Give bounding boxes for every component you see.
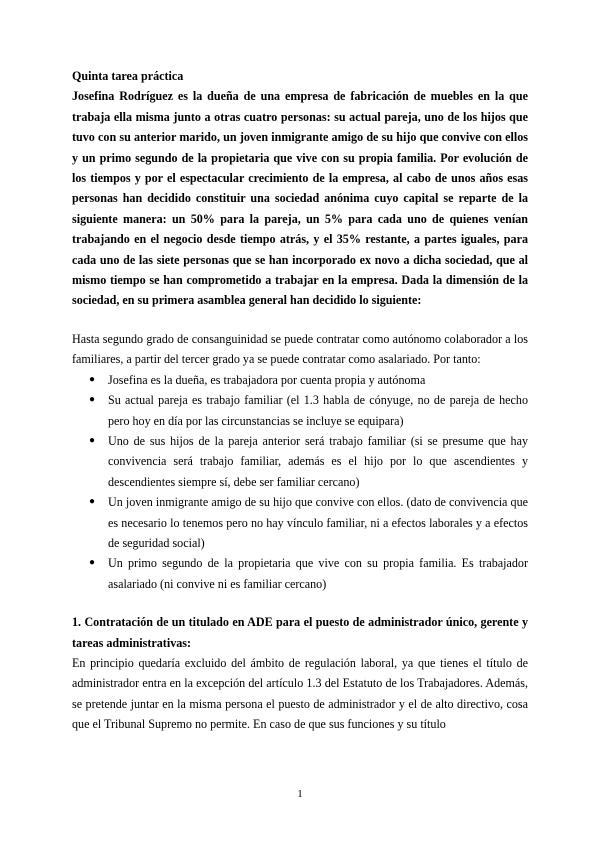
list-item-text: Su actual pareja es trabajo familiar (el 1.3 habla de cónyuge, no de pareja de hecho pero hoy en día por las circunstancias se incluye se equipara) — [108, 393, 528, 428]
document-title: Quinta tarea práctica — [72, 69, 184, 83]
case-statement: Josefina Rodríguez es la dueña de una empresa de fabricación de muebles en la que trabaja ella misma junto a otras cuatro personas: su actual pareja, uno de los hijos que tuvo con su anterior marido, un joven inmigrante amigo de su hijo que convive con ellos y un primo segundo de la propietaria que vive con su propia familia. Por evolución de los tiempos y por el espectacular crecimiento de la empresa, al cabo de unos años esas personas han decidido constituir una sociedad anónima cuyo capital se reparte de la siguiente manera: un 50% para la pareja, un 5% para cada uno de quienes venían trabajando en el negocio desde tiempo atrás, y el 35% restante, a partes iguales, para cada uno de las siete personas que se han incorporado ex novo a dicha sociedad, que al mismo tiempo se han comprometido a trabajar en la empresa. Dada la dimensión de la sociedad, en su primera asamblea general han decidido lo siguiente: — [72, 89, 528, 308]
worker-list — [72, 370, 528, 594]
spacer — [72, 594, 528, 612]
list-item-text: Un primo segundo de la propietaria que vive con su propia familia. Es trabajador asalariado (ni convive ni es familiar cercano) — [108, 556, 528, 591]
list-item-text: Un joven inmigrante amigo de su hijo que convive con ellos. (dato de convivencia que es necesario lo tenemos pero no hay vínculo familiar, ni a efectos laborales y a efectos de seguridad social) — [108, 495, 528, 550]
document-body — [72, 66, 528, 735]
list-item — [72, 492, 528, 553]
spacer — [72, 311, 528, 329]
list-item-text: Uno de sus hijos de la pareja anterior será trabajo familiar (si se presume que hay convivencia será trabajo familiar, además es el hijo por lo que ascendientes y descendientes siempre sí, debe ser familiar cercano) — [108, 433, 528, 489]
section-heading: 1. Contratación de un titulado en ADE para el puesto de administrador único, gerente y tareas administrativas: — [72, 615, 528, 650]
list-item — [72, 553, 528, 594]
bullet-icon: ● — [89, 496, 96, 508]
list-item — [72, 390, 528, 431]
list-item-text: Josefina es la dueña, es trabajadora por cuenta propia y autónoma — [108, 372, 426, 387]
bullet-icon: ● — [89, 394, 96, 406]
bullet-icon: ● — [89, 373, 96, 385]
list-item — [72, 431, 528, 492]
page-number: 1 — [297, 788, 303, 800]
bullet-icon: ● — [89, 434, 96, 446]
bullet-icon: ● — [89, 557, 96, 569]
section-paragraph: En principio quedaría excluido del ámbito de regulación laboral, ya que tienes el título de administrador entra en la excepción del artículo 1.3 del Estatuto de los Trabajadores. Además, se pretende juntar en la misma persona el puesto de administrador y el de alto directivo, cosa que el Tribunal Supremo no permite. En caso de que sus funciones y su título — [72, 655, 528, 732]
answer-intro-paragraph: Hasta segundo grado de consanguinidad se puede contratar como autónomo colaborador a los familiares, a partir del tercer grado ya se puede contratar como asalariado. Por tanto: — [72, 331, 528, 367]
list-item — [72, 370, 528, 390]
